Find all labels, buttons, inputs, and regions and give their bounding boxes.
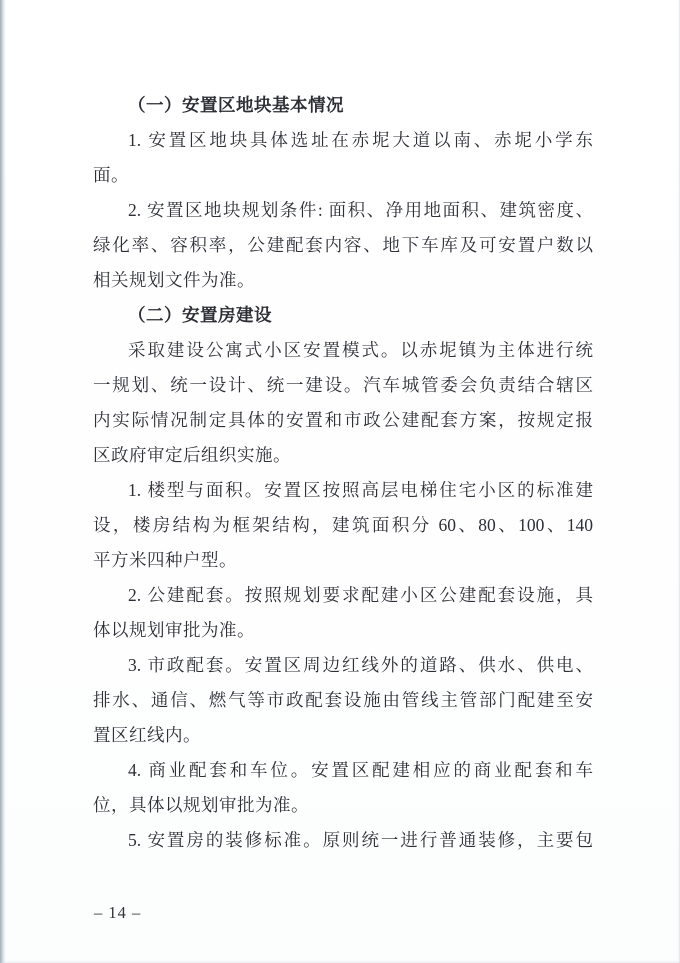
text-line: 相关规划文件为准。 [93, 270, 255, 290]
section-heading: （二）安置房建设 [128, 305, 272, 325]
text-line: 绿化率、容积率，公建配套内容、地下车库及可安置户数以 [93, 235, 593, 255]
text-line: 5. 安置房的装修标准。原则统一进行普通装修，主要包 [128, 830, 593, 850]
text-line: 位，具体以规划审批为准。 [93, 795, 309, 815]
page-number: – 14 – [94, 903, 142, 922]
text-line: 面。 [93, 165, 129, 185]
section-heading: （一）安置区地块基本情况 [128, 95, 344, 115]
text-line: 4. 商业配套和车位。安置区配建相应的商业配套和车 [128, 760, 593, 780]
text-line: 置区红线内。 [93, 725, 201, 745]
text-line: 区政府审定后组织实施。 [93, 445, 291, 465]
text-line: 2. 公建配套。按照规划要求配建小区公建配套设施，具 [128, 585, 593, 605]
text-line: 3. 市政配套。安置区周边红线外的道路、供水、供电、 [128, 655, 593, 675]
text-line: 平方米四种户型。 [93, 550, 237, 570]
text-line: 排水、通信、燃气等市政配套设施由管线主管部门配建至安 [93, 690, 593, 710]
text-line: 体以规划审批为准。 [93, 620, 255, 640]
text-line: 采取建设公寓式小区安置模式。以赤坭镇为主体进行统 [128, 340, 593, 360]
scan-edge-left [0, 0, 6, 963]
text-line: 1. 楼型与面积。安置区按照高层电梯住宅小区的标准建 [128, 480, 593, 500]
text-line: 2. 安置区地块规划条件: 面积、净用地面积、建筑密度、 [128, 200, 593, 220]
text-line: 设，楼房结构为框架结构，建筑面积分 60、80、100、140 [93, 515, 593, 535]
text-line: 1. 安置区地块具体选址在赤坭大道以南、赤坭小学东 [128, 130, 593, 150]
text-line: 内实际情况制定具体的安置和市政公建配套方案，按规定报 [93, 410, 593, 430]
document-body [93, 88, 593, 858]
text-line: 一规划、统一设计、统一建设。汽车城管委会负责结合辖区 [93, 375, 593, 395]
